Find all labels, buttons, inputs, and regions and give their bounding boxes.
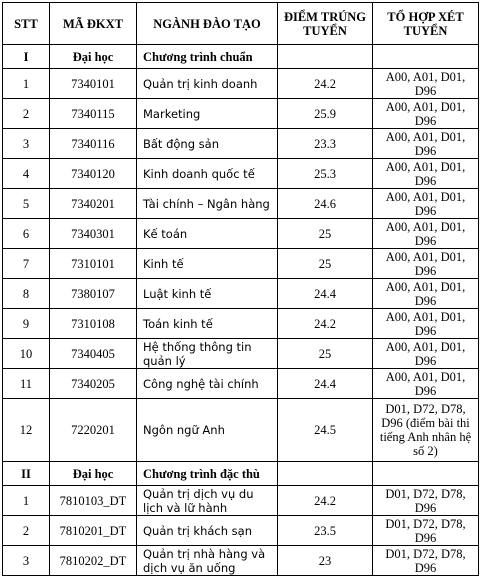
cell-stt: 8 [3, 279, 50, 309]
cell-code: 7340120 [50, 159, 137, 189]
admission-scores-table [2, 2, 479, 576]
cell-major: Quản trị nhà hàng và dịch vụ ăn uống [137, 546, 278, 576]
table-row [3, 159, 479, 189]
header-combo: TỔ HỢP XÉT TUYỂN [373, 3, 479, 45]
cell-stt: 6 [3, 219, 50, 249]
cell-major: Công nghệ tài chính [137, 369, 278, 399]
cell-score: 23 [278, 546, 373, 576]
cell-stt: 7 [3, 249, 50, 279]
section-empty-cell [373, 45, 479, 69]
section-index: I [3, 45, 50, 69]
table-row [3, 516, 479, 546]
cell-combo: A00, A01, D01, D96 [373, 69, 479, 99]
cell-score: 23.3 [278, 129, 373, 159]
table-row [3, 399, 479, 462]
header-score: ĐIỂM TRÚNG TUYỂN [278, 3, 373, 45]
cell-score: 24.5 [278, 399, 373, 462]
header-major: NGÀNH ĐÀO TẠO [137, 3, 278, 45]
table-row [3, 486, 479, 516]
cell-code: 7310108 [50, 309, 137, 339]
cell-stt: 9 [3, 309, 50, 339]
cell-combo: A00, A01, D01, D96 [373, 219, 479, 249]
cell-code: 7340205 [50, 369, 137, 399]
cell-score: 25 [278, 249, 373, 279]
cell-combo: A00, A01, D01, D96 [373, 279, 479, 309]
cell-code: 7310101 [50, 249, 137, 279]
table-row [3, 189, 479, 219]
cell-major: Quản trị kinh doanh [137, 69, 278, 99]
cell-major: Toán kinh tế [137, 309, 278, 339]
cell-code: 7380107 [50, 279, 137, 309]
cell-combo: A00, A01, D01, D96 [373, 309, 479, 339]
cell-stt: 12 [3, 399, 50, 462]
table-row [3, 129, 479, 159]
cell-code: 7810103_DT [50, 486, 137, 516]
section-empty-cell [278, 45, 373, 69]
cell-stt: 11 [3, 369, 50, 399]
cell-code: 7340201 [50, 189, 137, 219]
cell-stt: 10 [3, 339, 50, 369]
table-row [3, 309, 479, 339]
cell-score: 24.6 [278, 189, 373, 219]
cell-score: 24.4 [278, 369, 373, 399]
cell-major: Kế toán [137, 219, 278, 249]
cell-code: 7340405 [50, 339, 137, 369]
cell-score: 24.2 [278, 309, 373, 339]
cell-score: 24.2 [278, 69, 373, 99]
cell-stt: 1 [3, 486, 50, 516]
cell-combo: D01, D72, D78, D96 [373, 546, 479, 576]
cell-stt: 5 [3, 189, 50, 219]
table-body [3, 45, 479, 576]
cell-major: Quản trị dịch vụ du lịch và lữ hành [137, 486, 278, 516]
cell-major: Hệ thống thông tin quản lý [137, 339, 278, 369]
table-row [3, 546, 479, 576]
cell-code: 7810201_DT [50, 516, 137, 546]
cell-major: Ngôn ngữ Anh [137, 399, 278, 462]
cell-stt: 2 [3, 516, 50, 546]
cell-combo: A00, A01, D01, D96 [373, 339, 479, 369]
cell-combo: A00, A01, D01, D96 [373, 129, 479, 159]
table-header-row [3, 3, 479, 45]
cell-major: Quản trị khách sạn [137, 516, 278, 546]
cell-combo: D01, D72, D78, D96 [373, 516, 479, 546]
table-row [3, 369, 479, 399]
header-stt: STT [3, 3, 50, 45]
cell-stt: 3 [3, 546, 50, 576]
cell-combo: D01, D72, D78, D96 [373, 486, 479, 516]
cell-code: 7340115 [50, 99, 137, 129]
cell-combo: D01, D72, D78, D96 (điểm bài thi tiếng Anh nhân hệ số 2) [373, 399, 479, 462]
table-row [3, 219, 479, 249]
cell-code: 7340116 [50, 129, 137, 159]
cell-major: Marketing [137, 99, 278, 129]
table-row [3, 249, 479, 279]
section-program: Chương trình đặc thù [137, 462, 278, 486]
section-row [3, 462, 479, 486]
table-row [3, 339, 479, 369]
section-empty-cell [373, 462, 479, 486]
cell-combo: A00, A01, D01, D96 [373, 369, 479, 399]
header-code: MÃ ĐKXT [50, 3, 137, 45]
cell-score: 25.9 [278, 99, 373, 129]
cell-score: 25 [278, 339, 373, 369]
cell-combo: A00, A01, D01, D96 [373, 189, 479, 219]
cell-major: Kinh doanh quốc tế [137, 159, 278, 189]
section-level: Đại học [50, 45, 137, 69]
cell-stt: 1 [3, 69, 50, 99]
section-level: Đại học [50, 462, 137, 486]
section-row [3, 45, 479, 69]
cell-stt: 3 [3, 129, 50, 159]
cell-combo: A00, A01, D01, D96 [373, 99, 479, 129]
cell-score: 24.2 [278, 486, 373, 516]
table-row [3, 99, 479, 129]
table-row [3, 69, 479, 99]
cell-score: 23.5 [278, 516, 373, 546]
cell-combo: A00, A01, D01, D96 [373, 159, 479, 189]
cell-stt: 2 [3, 99, 50, 129]
table-row [3, 279, 479, 309]
cell-code: 7220201 [50, 399, 137, 462]
cell-major: Luật kinh tế [137, 279, 278, 309]
cell-score: 24.4 [278, 279, 373, 309]
cell-code: 7340101 [50, 69, 137, 99]
section-empty-cell [278, 462, 373, 486]
cell-major: Tài chính – Ngân hàng [137, 189, 278, 219]
cell-code: 7340301 [50, 219, 137, 249]
cell-major: Kinh tế [137, 249, 278, 279]
cell-major: Bất động sản [137, 129, 278, 159]
section-program: Chương trình chuẩn [137, 45, 278, 69]
cell-score: 25.3 [278, 159, 373, 189]
cell-combo: A00, A01, D01, D96 [373, 249, 479, 279]
cell-stt: 4 [3, 159, 50, 189]
cell-code: 7810202_DT [50, 546, 137, 576]
cell-score: 25 [278, 219, 373, 249]
section-index: II [3, 462, 50, 486]
